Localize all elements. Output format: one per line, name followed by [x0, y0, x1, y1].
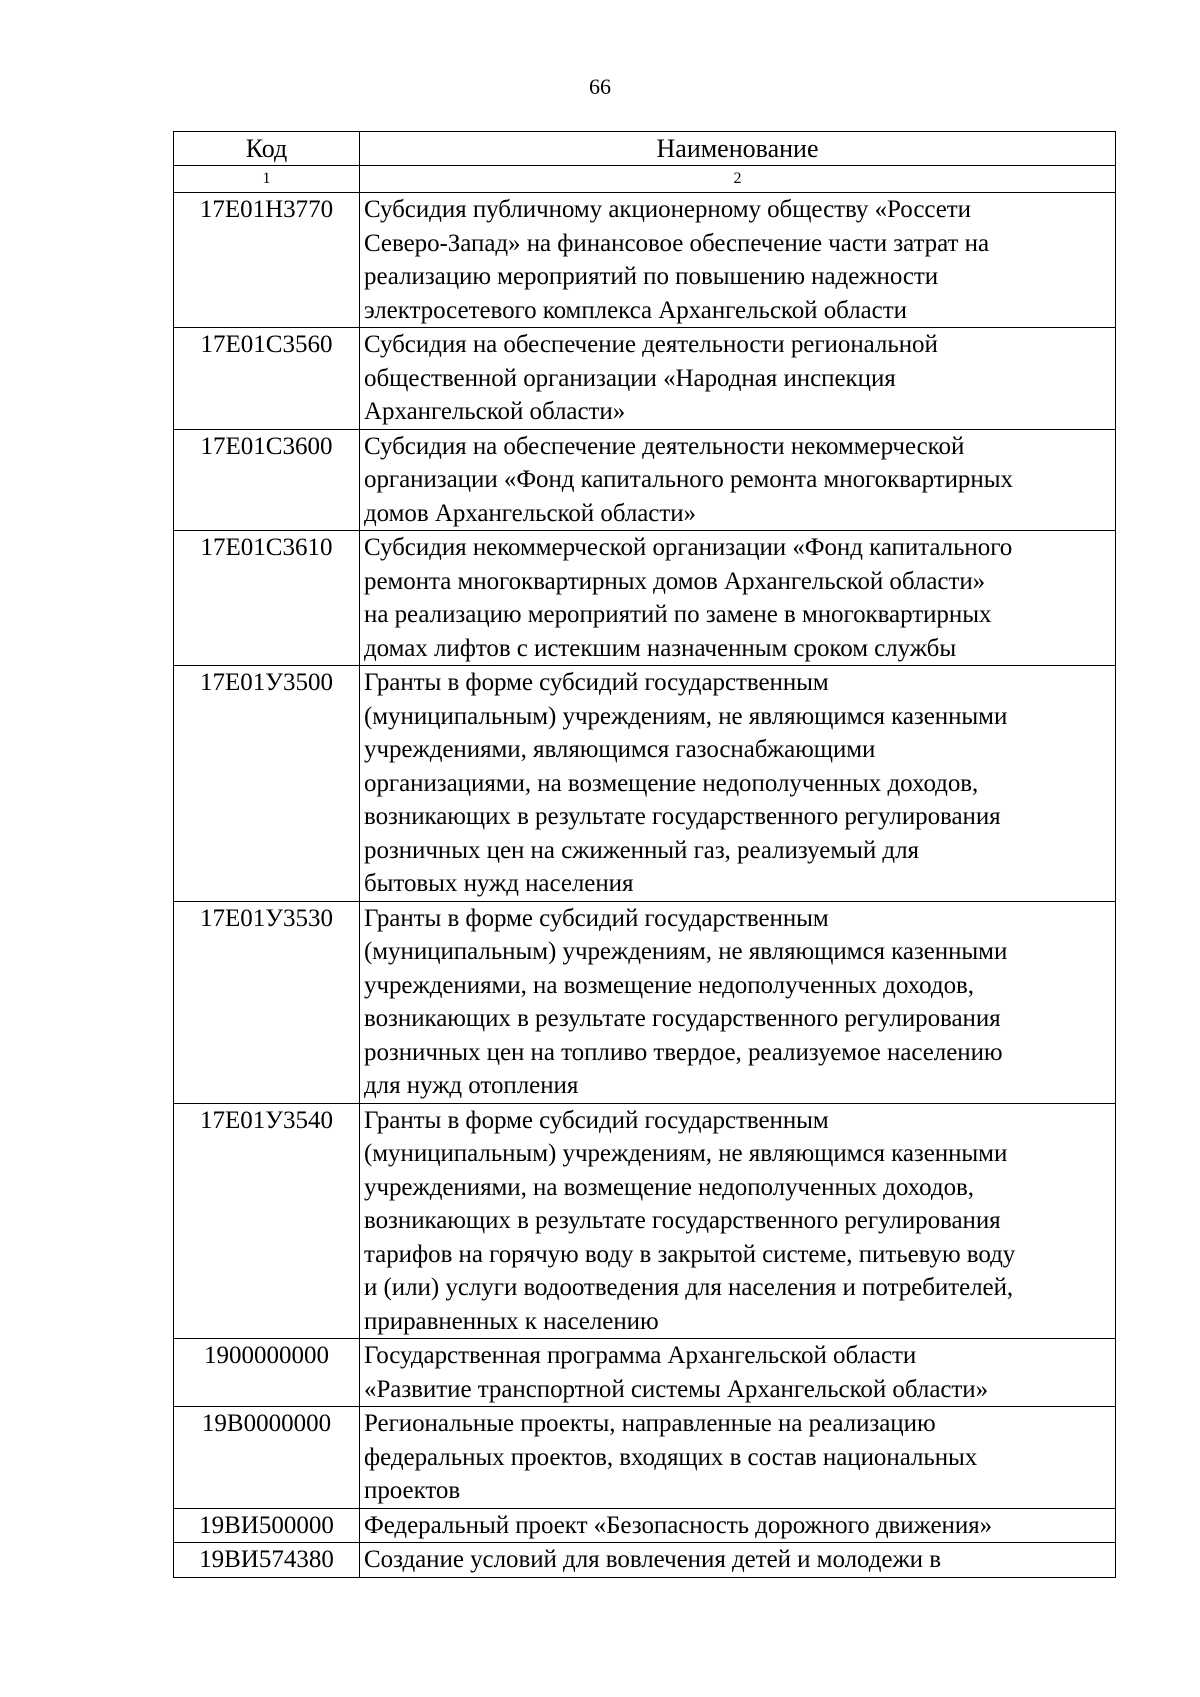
row-name-line: домов Архангельской области» — [364, 499, 696, 527]
row-name-line: общественной организации «Народная инспекция — [364, 364, 896, 392]
row-code: 19ВИ500000 — [174, 1508, 360, 1543]
header-name: Наименование — [360, 132, 1116, 166]
table-row — [174, 531, 1116, 666]
row-code: 17Е01С3610 — [174, 531, 360, 666]
row-name-line: бытовых нужд населения — [364, 870, 634, 897]
row-name-line: Гранты в форме субсидий государственным — [364, 904, 829, 932]
row-code: 17Е01У3530 — [174, 901, 360, 1103]
row-name-line: учреждениями, являющимся газоснабжающими — [364, 736, 876, 763]
row-name — [360, 531, 1116, 666]
row-code: 19В0000000 — [174, 1407, 360, 1509]
row-name-line: реализацию мероприятий по повышению надежности — [364, 263, 939, 290]
row-name-line: организации «Фонд капитального ремонта многоквартирных — [364, 466, 1013, 493]
row-name-line: Гранты в форме субсидий государственным — [364, 669, 829, 696]
row-name — [360, 1339, 1116, 1407]
row-name-line: Гранты в форме субсидий государственным — [364, 1106, 829, 1134]
row-name-line: Субсидия публичному акционерному обществу «Россети — [364, 196, 971, 223]
row-name-line: Создание условий для вовлечения детей и молодежи в — [364, 1546, 941, 1573]
row-name-line: (муниципальным) учреждениям, не являющимся казенными — [364, 1140, 1008, 1167]
row-name-line: и (или) услуги водоотведения для населения и потребителей, — [364, 1274, 1014, 1301]
row-name-line: (муниципальным) учреждениям, не являющимся казенными — [364, 938, 1008, 965]
row-name-line: Региональные проекты, направленные на реализацию — [364, 1410, 936, 1437]
table-row — [174, 1103, 1116, 1339]
row-name-line: организациями, на возмещение недополученных доходов, — [364, 769, 979, 797]
row-name-line: Государственная программа Архангельской области — [364, 1342, 917, 1369]
row-name — [360, 193, 1116, 328]
row-name-line: ремонта многоквартирных домов Архангельской области» — [364, 567, 986, 595]
row-name-line: возникающих в результате государственного регулирования — [364, 1005, 1001, 1032]
row-name — [360, 1508, 1116, 1543]
row-name-line: тарифов на горячую воду в закрытой системе, питьевую воду — [364, 1240, 1016, 1268]
table-row — [174, 1543, 1116, 1578]
table-row — [174, 429, 1116, 531]
row-name-line: домах лифтов с истекшим назначенным сроком службы — [364, 634, 957, 662]
row-name-line: «Развитие транспортной системы Архангельской области» — [364, 1375, 989, 1403]
row-name-line: (муниципальным) учреждениям, не являющимся казенными — [364, 702, 1008, 730]
budget-codes-table — [173, 131, 1116, 1578]
table-row — [174, 1508, 1116, 1543]
row-name-line: учреждениями, на возмещение недополученных доходов, — [364, 1173, 974, 1201]
row-name — [360, 1103, 1116, 1339]
table-row — [174, 193, 1116, 328]
row-code: 17Е01У3540 — [174, 1103, 360, 1339]
row-name — [360, 1543, 1116, 1578]
row-name — [360, 1407, 1116, 1509]
row-name — [360, 429, 1116, 531]
row-code: 17Е01Н3770 — [174, 193, 360, 328]
row-name-line: Субсидия некоммерческой организации «Фонд капитального — [364, 534, 1013, 561]
row-name-line: федеральных проектов, входящих в состав национальных — [364, 1443, 978, 1471]
table-row — [174, 666, 1116, 902]
column-number-row — [174, 166, 1116, 193]
column-number-name: 2 — [360, 166, 1116, 193]
header-code: Код — [174, 132, 360, 166]
row-name-line: Субсидия на обеспечение деятельности региональной — [364, 331, 938, 358]
row-name-line: розничных цен на сжиженный газ, реализуемый для — [364, 836, 919, 864]
table-row — [174, 1407, 1116, 1509]
column-number-code: 1 — [174, 166, 360, 193]
row-name-line: электросетевого комплекса Архангельской области — [364, 296, 907, 324]
row-name-line: приравненных к населению — [364, 1307, 659, 1335]
page-number: 66 — [589, 74, 611, 99]
row-name — [360, 328, 1116, 430]
table-row — [174, 328, 1116, 430]
row-name-line: для нужд отопления — [364, 1072, 579, 1099]
row-name-line: проектов — [364, 1477, 461, 1504]
table-header-row — [174, 132, 1116, 166]
row-code: 1900000000 — [174, 1339, 360, 1407]
row-name-line: возникающих в результате государственного регулирования — [364, 803, 1001, 830]
row-name-line: Архангельской области» — [364, 398, 626, 425]
row-code: 17Е01С3600 — [174, 429, 360, 531]
row-name-line: Федеральный проект «Безопасность дорожного движения» — [364, 1511, 993, 1539]
row-name-line: возникающих в результате государственного регулирования — [364, 1207, 1001, 1234]
table-row — [174, 901, 1116, 1103]
table-row — [174, 1339, 1116, 1407]
row-name-line: Субсидия на обеспечение деятельности некоммерческой — [364, 432, 965, 460]
row-code: 17Е01С3560 — [174, 328, 360, 430]
row-name-line: учреждениями, на возмещение недополученных доходов, — [364, 971, 974, 999]
row-name-line: на реализацию мероприятий по замене в многоквартирных — [364, 601, 992, 628]
row-name — [360, 901, 1116, 1103]
row-name — [360, 666, 1116, 902]
row-name-line: Северо-Запад» на финансовое обеспечение части затрат на — [364, 229, 989, 257]
row-name-line: розничных цен на топливо твердое, реализуемое населению — [364, 1038, 1003, 1066]
row-code: 17Е01У3500 — [174, 666, 360, 902]
row-code: 19ВИ574380 — [174, 1543, 360, 1578]
